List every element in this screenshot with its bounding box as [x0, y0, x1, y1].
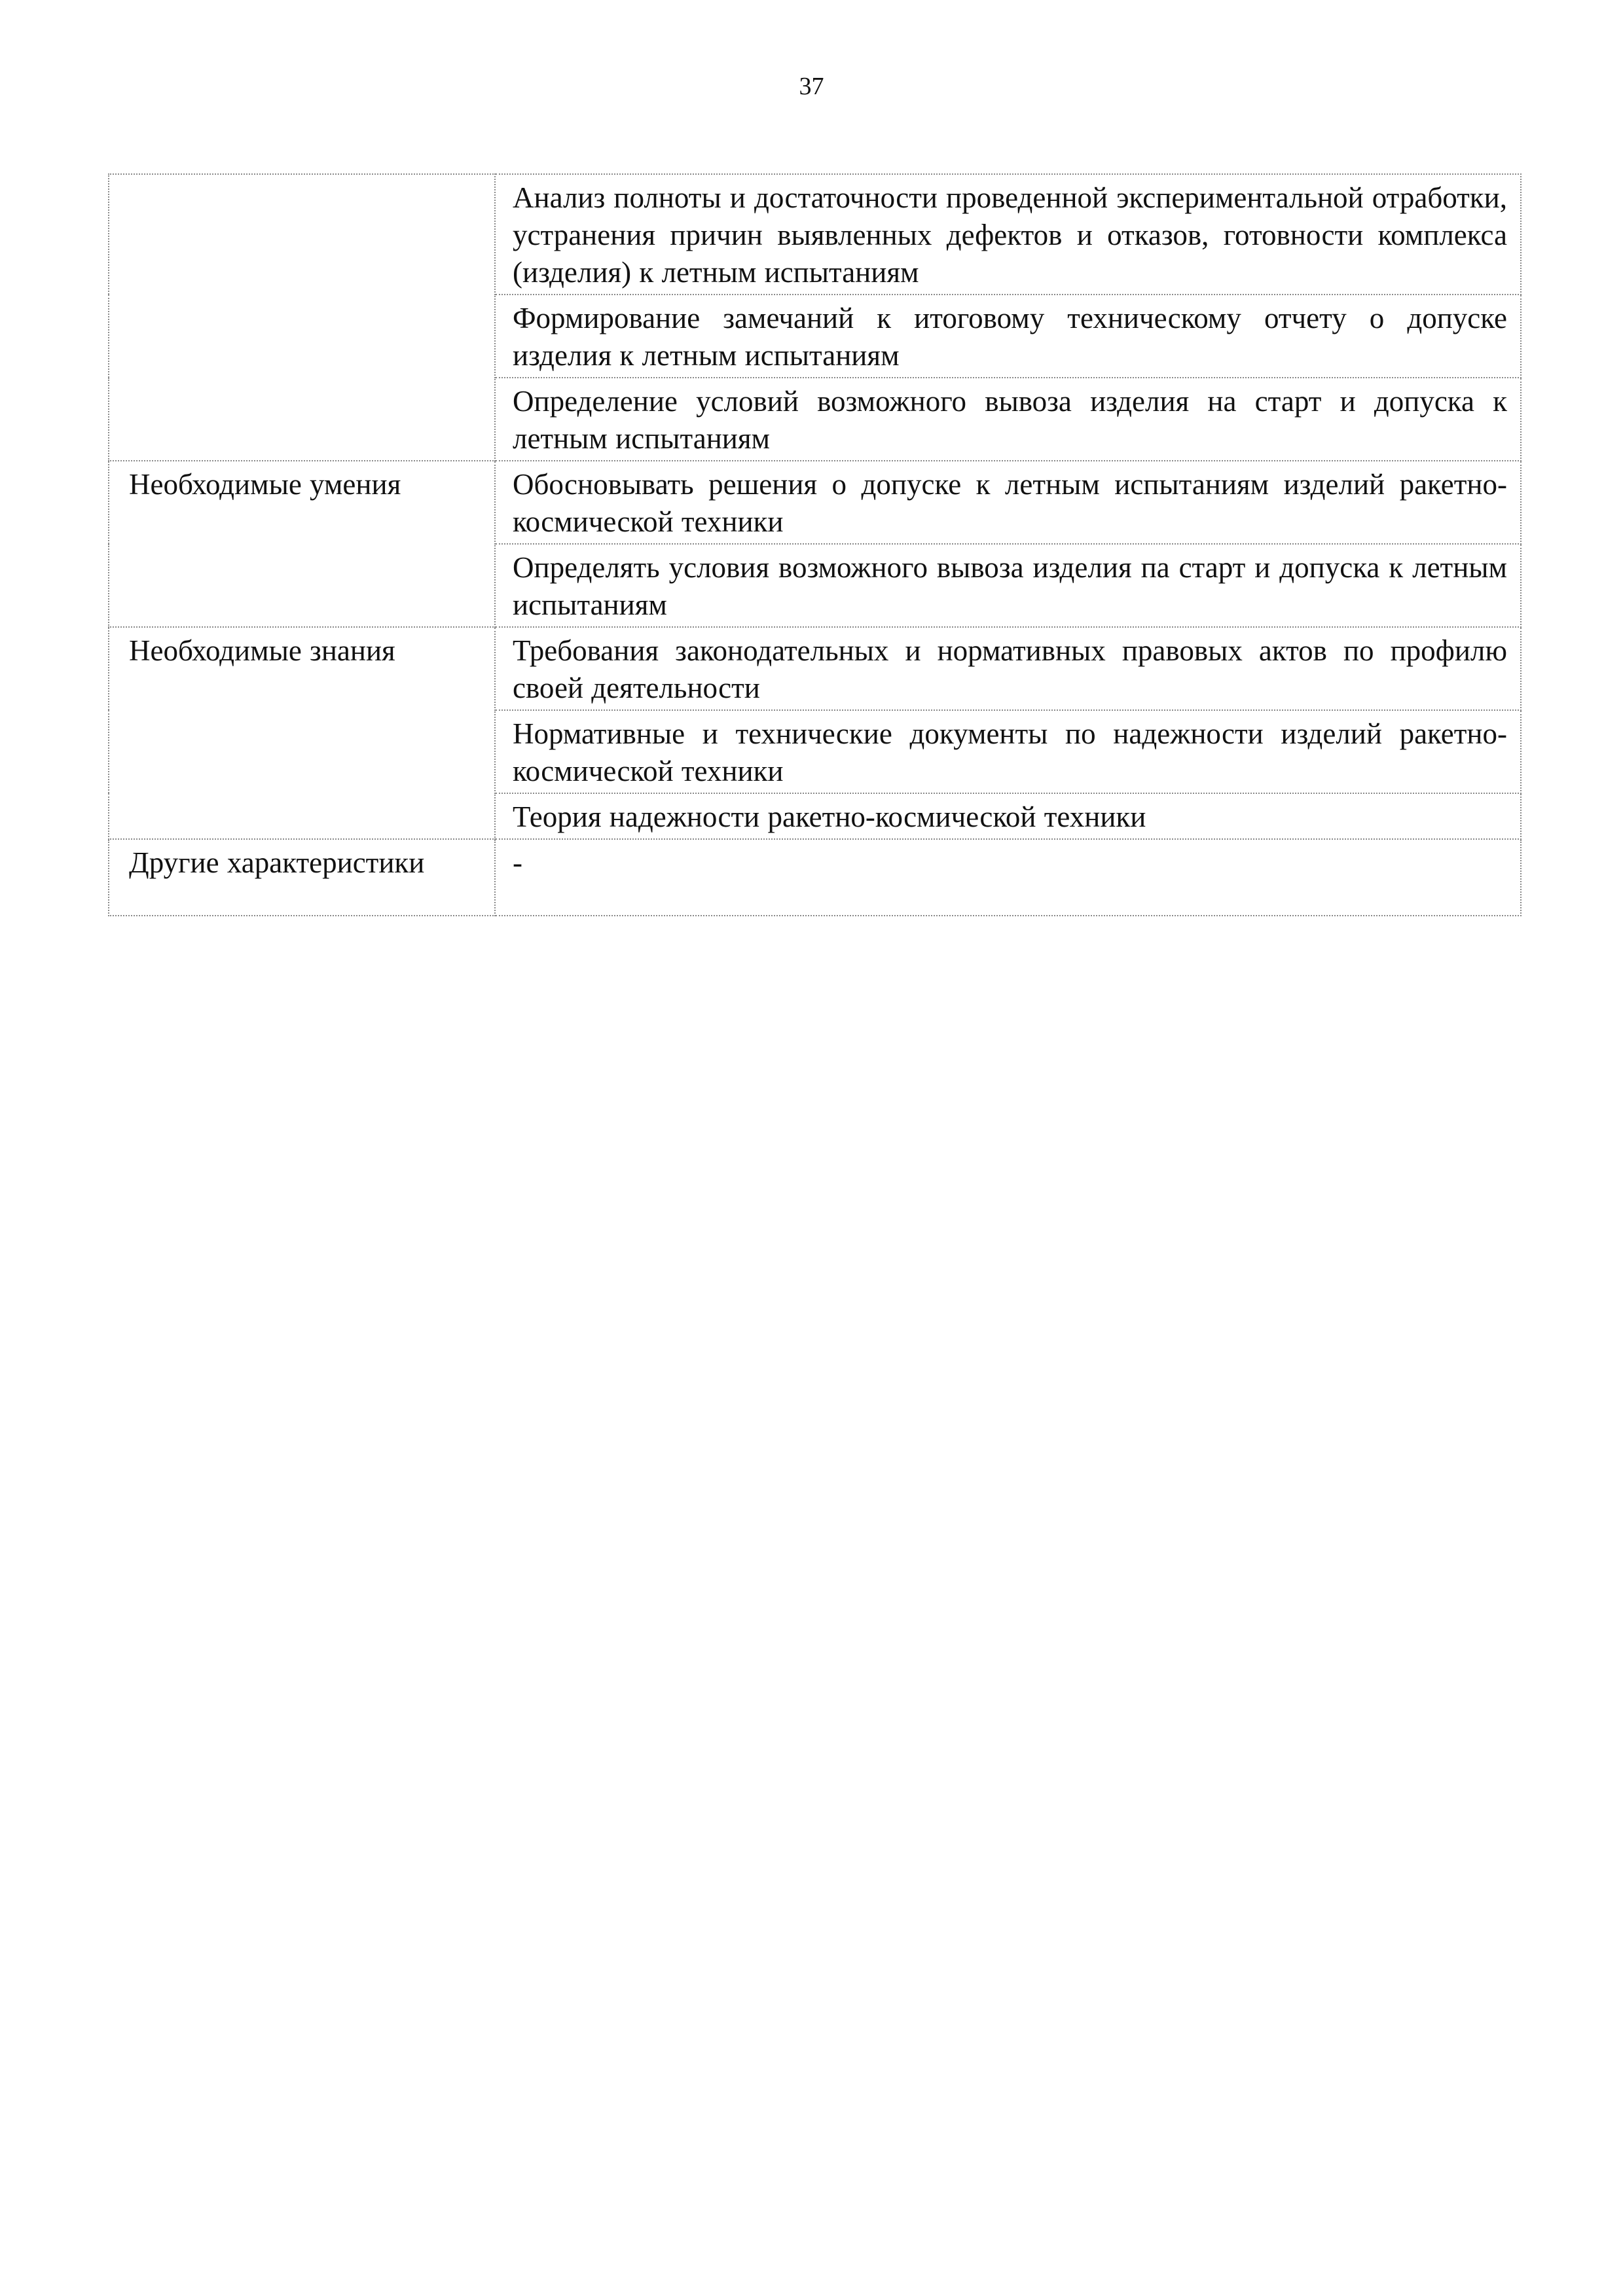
table-row — [109, 174, 1521, 295]
labor-action-cell: Формирование замечаний к итоговому техническому отчету о допуске изделия к летным испытаниям — [495, 295, 1521, 378]
empty-label-cell — [109, 174, 495, 461]
other-characteristics-label: Другие характеристики — [109, 839, 495, 916]
skills-label: Необходимые умения — [109, 461, 495, 627]
labor-action-cell: Анализ полноты и достаточности проведенной экспериментальной отработки, устранения причин выявленных дефектов и отказов, готовности комплекса (изделия) к летным испытаниям — [495, 174, 1521, 295]
skill-cell: Обосновывать решения о допуске к летным испытаниям изделий ракетно-космической техники — [495, 461, 1521, 544]
knowledge-label: Необходимые знания — [109, 627, 495, 839]
page-number: 37 — [799, 73, 824, 100]
knowledge-cell: Нормативные и технические документы по надежности изделий ракетно-космической техники — [495, 710, 1521, 793]
qualification-table — [108, 173, 1522, 916]
knowledge-cell: Требования законодательных и нормативных правовых актов по профилю своей деятельности — [495, 627, 1521, 710]
table-row — [109, 461, 1521, 544]
other-characteristics-value: - — [495, 839, 1521, 916]
skill-cell: Определять условия возможного вывоза изделия па старт и допуска к летным испытаниям — [495, 544, 1521, 627]
knowledge-cell: Теория надежности ракетно-космической техники — [495, 793, 1521, 839]
labor-action-cell: Определение условий возможного вывоза изделия на старт и допуска к летным испытаниям — [495, 378, 1521, 461]
table-row — [109, 839, 1521, 916]
table-row — [109, 627, 1521, 710]
